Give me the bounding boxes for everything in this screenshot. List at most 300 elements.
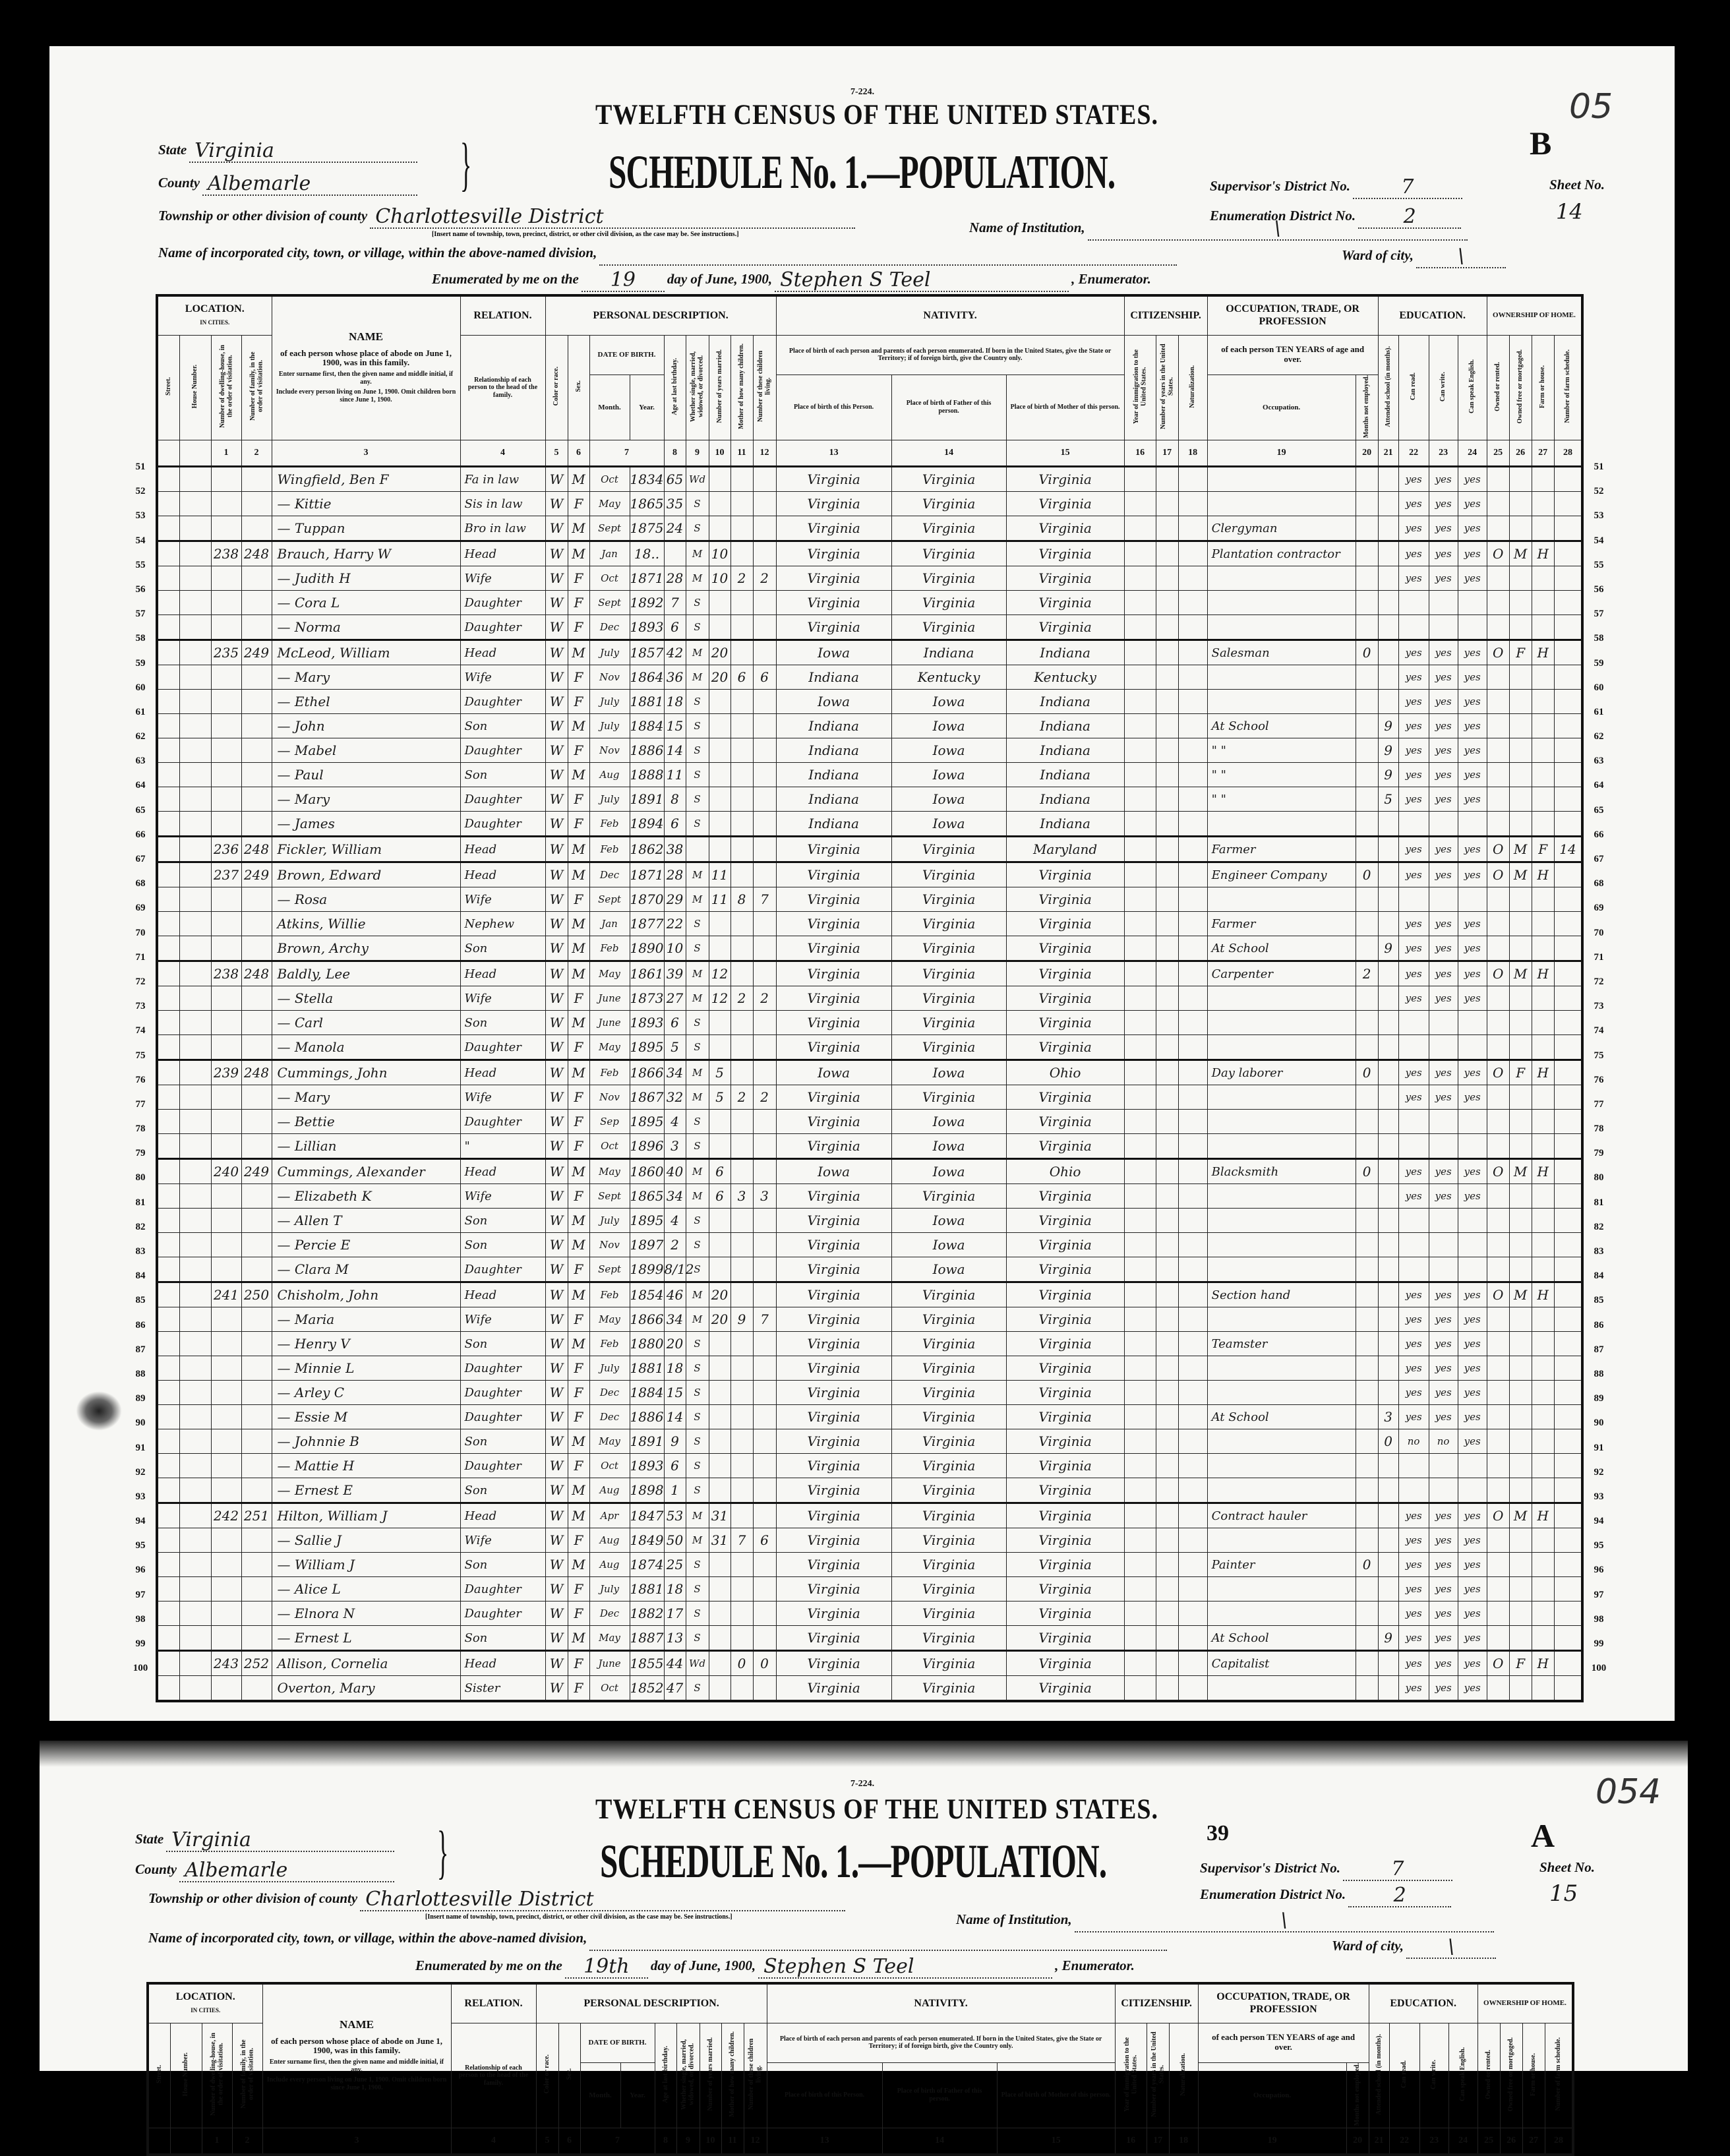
birth-person-cell: Indiana	[776, 665, 891, 690]
relation-desc: Relationship of each person to the head of the family.	[467, 376, 538, 399]
mother-of-cell	[731, 516, 753, 541]
house-label: House Number.	[191, 364, 199, 409]
birth-mother-cell: Virginia	[1006, 1233, 1124, 1257]
owned-cell	[1487, 1184, 1509, 1209]
school-cell	[1378, 1233, 1398, 1257]
farm-schedule-cell	[1554, 516, 1582, 541]
read-cell: yes	[1398, 1503, 1429, 1528]
header-school	[1378, 335, 1398, 440]
street-cell	[157, 1602, 179, 1626]
column-number: 22	[1398, 440, 1429, 467]
sex-cell: F	[568, 1454, 589, 1478]
month-cell: Aug	[589, 1528, 630, 1553]
institution-label: Name of Institution,	[969, 220, 1085, 235]
age-cell: 28	[664, 566, 686, 591]
years-in-us-cell	[1156, 812, 1178, 837]
immigration-cell	[1124, 714, 1156, 738]
living-cell	[753, 1577, 776, 1602]
line-number: 86	[1594, 1319, 1604, 1331]
line-number: 76	[1594, 1074, 1604, 1085]
column-number: 24	[1458, 440, 1487, 467]
mother-of-cell	[731, 467, 753, 492]
owned-cell	[1487, 516, 1509, 541]
township-label: Township or other division of county	[158, 208, 368, 224]
birth-mother-cell: Virginia	[1006, 1602, 1124, 1626]
line-number: 94	[1594, 1516, 1604, 1527]
owned-cell	[1487, 1429, 1509, 1454]
school-cell	[1378, 1011, 1398, 1035]
immigration-cell	[1124, 591, 1156, 615]
months-unemployed-cell	[1356, 591, 1378, 615]
column-number: 17	[1147, 2128, 1169, 2155]
school-cell	[1378, 566, 1398, 591]
occupation-cell	[1207, 1454, 1356, 1478]
sex-cell: F	[568, 1528, 589, 1553]
line-number: 91	[135, 1442, 146, 1453]
street-cell	[157, 1553, 179, 1577]
month-cell: Sept	[589, 1184, 630, 1209]
owned-cell	[1487, 1478, 1509, 1503]
immigration-cell	[1124, 1060, 1156, 1085]
supervisor-row	[1210, 175, 1462, 199]
marital-cell: S	[686, 1209, 709, 1233]
mortgage-cell	[1509, 1233, 1532, 1257]
color-cell: W	[545, 1528, 568, 1553]
dwelling-cell	[211, 738, 241, 763]
read-cell	[1398, 1233, 1429, 1257]
dwelling-cell	[211, 1184, 241, 1209]
header-nativity: NATIVITY.	[767, 1983, 1115, 2023]
birth-person-label: Place of birth of this Person.	[794, 404, 874, 411]
dwelling-cell	[211, 936, 241, 961]
owned-cell	[1487, 1626, 1509, 1651]
in-cities-label: IN CITIES.	[191, 2006, 221, 2014]
occupation-cell: Teamster	[1207, 1332, 1356, 1356]
owned-cell	[1487, 1528, 1509, 1553]
header-dwelling	[211, 335, 241, 440]
dwelling-cell: 237	[211, 862, 241, 887]
year-cell: 1849	[630, 1528, 664, 1553]
years-in-us-cell	[1156, 566, 1178, 591]
year-cell: 1865	[630, 1184, 664, 1209]
farm-schedule-cell	[1554, 1356, 1582, 1381]
column-number: 12	[753, 440, 776, 467]
years-married-cell: 31	[709, 1528, 731, 1553]
mortgage-cell	[1509, 1454, 1532, 1478]
color-cell: W	[545, 738, 568, 763]
line-number: 79	[1594, 1148, 1604, 1159]
mother-of-cell	[731, 912, 753, 936]
color-cell: W	[545, 862, 568, 887]
census-sheet-14	[49, 46, 1675, 1721]
read-cell: yes	[1398, 1159, 1429, 1184]
farm-schedule-cell	[1554, 1184, 1582, 1209]
years-in-us-cell	[1156, 961, 1178, 986]
owned-cell	[1487, 1011, 1509, 1035]
house-number-cell	[179, 738, 211, 763]
relation-cell: Son	[460, 763, 545, 787]
school-cell: 9	[1378, 763, 1398, 787]
house-number-cell	[179, 1429, 211, 1454]
birth-mother-cell: Indiana	[1006, 714, 1124, 738]
header-immigration	[1124, 335, 1156, 440]
stamp-number: 054	[1596, 1772, 1661, 1812]
mortgage-cell	[1509, 566, 1532, 591]
months-unemployed-cell	[1356, 1577, 1378, 1602]
house-number-cell	[179, 986, 211, 1011]
color-cell: W	[545, 1060, 568, 1085]
naturalization-cell	[1178, 1429, 1207, 1454]
age-cell: 18	[664, 1356, 686, 1381]
owned-cell	[1487, 1233, 1509, 1257]
farm-schedule-cell	[1554, 1011, 1582, 1035]
living-cell	[753, 812, 776, 837]
column-number: 27	[1532, 440, 1554, 467]
relation-cell: Wife	[460, 1184, 545, 1209]
birth-mother-cell: Virginia	[1006, 1282, 1124, 1307]
birth-father-cell: Virginia	[891, 1381, 1006, 1405]
month-cell: Sept	[589, 1257, 630, 1282]
sex-cell: F	[568, 812, 589, 837]
months-unemployed-cell	[1356, 1134, 1378, 1159]
family-cell: 249	[241, 640, 272, 665]
family-cell	[241, 615, 272, 640]
year-cell: 1886	[630, 1405, 664, 1429]
name-instruction-2: Include every person living on June 1, 1900. Omit children born since June 1, 1900.	[276, 388, 456, 404]
birth-father-cell: Iowa	[891, 714, 1006, 738]
birth-mother-cell: Indiana	[1006, 690, 1124, 714]
birth-person-cell: Virginia	[776, 1233, 891, 1257]
mother-of-cell	[731, 1478, 753, 1503]
birth-father-cell: Virginia	[891, 1307, 1006, 1332]
header-months-unemployed	[1346, 2062, 1369, 2128]
header-marital	[676, 2023, 700, 2128]
age-cell: 6	[664, 1011, 686, 1035]
birth-father-cell: Virginia	[891, 1553, 1006, 1577]
line-number: 76	[135, 1074, 146, 1085]
living-cell: 2	[753, 1085, 776, 1110]
street-cell	[157, 1282, 179, 1307]
occupation-cell	[1207, 591, 1356, 615]
month-cell: Oct	[589, 467, 630, 492]
living-cell: 2	[753, 986, 776, 1011]
line-number: 54	[135, 535, 146, 546]
dwelling-cell	[211, 1577, 241, 1602]
mortgage-cell: M	[1509, 1503, 1532, 1528]
month-cell: July	[589, 690, 630, 714]
years-married-cell	[709, 1035, 731, 1060]
school-cell: 9	[1378, 738, 1398, 763]
sex-cell: F	[568, 887, 589, 912]
farm-cell: H	[1532, 1503, 1554, 1528]
line-number: 55	[1594, 559, 1604, 570]
years-married-cell	[709, 1405, 731, 1429]
header-color	[536, 2023, 558, 2128]
immigration-cell	[1124, 615, 1156, 640]
header-years-married	[700, 2023, 721, 2128]
age-cell: 6	[664, 812, 686, 837]
ward-label: Ward of city,	[1332, 1938, 1404, 1954]
occupation-cell	[1207, 665, 1356, 690]
institution-label: Name of Institution,	[956, 1911, 1072, 1927]
mortgage-cell	[1509, 516, 1532, 541]
read-cell: yes	[1398, 492, 1429, 516]
immigration-cell	[1124, 541, 1156, 566]
read-cell	[1398, 1035, 1429, 1060]
name-cell: — Paul	[272, 763, 460, 787]
sex-cell: M	[568, 640, 589, 665]
color-cell: W	[545, 1134, 568, 1159]
dwelling-cell	[211, 812, 241, 837]
dwelling-cell	[211, 1676, 241, 1702]
birth-mother-cell: Virginia	[1006, 1356, 1124, 1381]
living-cell	[753, 516, 776, 541]
immigration-cell	[1124, 1110, 1156, 1134]
ward-row	[1342, 244, 1506, 268]
naturalization-cell	[1178, 912, 1207, 936]
english-cell: yes	[1458, 837, 1487, 862]
sex-cell: M	[568, 1503, 589, 1528]
name-cell: — Ernest E	[272, 1478, 460, 1503]
farm-label: Farm or house.	[1530, 2052, 1537, 2096]
birth-person-cell: Virginia	[776, 1356, 891, 1381]
year-cell: 1864	[630, 665, 664, 690]
color-cell: W	[545, 1626, 568, 1651]
column-number: 3	[272, 440, 460, 467]
age-label: Age at last birthday.	[661, 2045, 669, 2103]
living-cell	[753, 591, 776, 615]
read-cell	[1398, 1454, 1429, 1478]
farm-schedule-cell	[1554, 665, 1582, 690]
school-cell	[1378, 467, 1398, 492]
relation-desc: Relationship of each person to the head of the family.	[458, 2064, 529, 2087]
birth-father-cell: Virginia	[891, 1528, 1006, 1553]
mortgage-cell	[1509, 1602, 1532, 1626]
occupation-cell	[1207, 1110, 1356, 1134]
owned-cell	[1487, 812, 1509, 837]
dwelling-cell	[211, 1035, 241, 1060]
birth-mother-cell: Virginia	[1006, 1209, 1124, 1233]
house-number-cell	[179, 1134, 211, 1159]
sex-cell: M	[568, 714, 589, 738]
table-row	[157, 566, 1582, 591]
street-cell	[157, 1159, 179, 1184]
owned-cell: O	[1487, 862, 1509, 887]
column-number: 5	[536, 2128, 558, 2155]
house-number-cell	[179, 1478, 211, 1503]
family-cell	[241, 1233, 272, 1257]
occupation-cell	[1207, 1257, 1356, 1282]
month-cell: Feb	[589, 812, 630, 837]
marital-cell: M	[686, 1503, 709, 1528]
birth-father-cell: Virginia	[891, 591, 1006, 615]
years-married-cell	[709, 936, 731, 961]
months-unemployed-cell	[1356, 738, 1378, 763]
farm-cell	[1532, 812, 1554, 837]
english-cell: yes	[1458, 640, 1487, 665]
house-number-cell	[179, 1035, 211, 1060]
read-cell: yes	[1398, 690, 1429, 714]
street-cell	[157, 787, 179, 812]
years-in-us-cell	[1156, 1282, 1178, 1307]
occupation-cell: Capitalist	[1207, 1651, 1356, 1676]
owned-cell	[1487, 1381, 1509, 1405]
street-cell	[157, 714, 179, 738]
month-cell: Dec	[589, 615, 630, 640]
year-cell: 1871	[630, 862, 664, 887]
age-cell: 2	[664, 1233, 686, 1257]
family-cell	[241, 812, 272, 837]
color-cell: W	[545, 615, 568, 640]
age-cell: 14	[664, 1405, 686, 1429]
name-cell: — Mabel	[272, 738, 460, 763]
months-unemployed-cell: 0	[1356, 1060, 1378, 1085]
table-row	[157, 467, 1582, 492]
read-cell: yes	[1398, 640, 1429, 665]
birth-mother-cell: Virginia	[1006, 1257, 1124, 1282]
birth-person-cell: Virginia	[776, 1209, 891, 1233]
living-cell	[753, 1676, 776, 1702]
header-education: EDUCATION.	[1369, 1983, 1477, 2023]
living-cell	[753, 1626, 776, 1651]
relation-cell: Son	[460, 1011, 545, 1035]
month-cell: Oct	[589, 1134, 630, 1159]
farm-cell: H	[1532, 961, 1554, 986]
write-cell	[1429, 1110, 1458, 1134]
months-unemployed-cell: 2	[1356, 961, 1378, 986]
write-cell	[1429, 1209, 1458, 1233]
read-cell	[1398, 1110, 1429, 1134]
scan-shadow	[40, 1741, 1688, 1767]
owned-cell: O	[1487, 1651, 1509, 1676]
birth-father-cell: Iowa	[891, 690, 1006, 714]
owned-label: Owned or rented.	[1494, 361, 1502, 411]
read-cell: yes	[1398, 738, 1429, 763]
farm-cell	[1532, 986, 1554, 1011]
farm-cell	[1532, 738, 1554, 763]
supervisor-label: Supervisor's District No.	[1210, 178, 1350, 194]
birth-mother-cell: Virginia	[1006, 1676, 1124, 1702]
school-cell	[1378, 1577, 1398, 1602]
birth-person-cell: Virginia	[776, 1184, 891, 1209]
enumerated-row	[432, 268, 1151, 292]
farm-cell	[1532, 492, 1554, 516]
english-cell	[1458, 1257, 1487, 1282]
marital-cell: S	[686, 1454, 709, 1478]
house-number-cell	[179, 1651, 211, 1676]
mortgage-cell: M	[1509, 837, 1532, 862]
years-married-cell	[709, 516, 731, 541]
column-number: 3	[262, 2128, 451, 2155]
street-cell	[157, 492, 179, 516]
marital-cell: S	[686, 516, 709, 541]
sex-cell: F	[568, 1257, 589, 1282]
header-years-us	[1147, 2023, 1169, 2128]
age-cell: 47	[664, 1676, 686, 1702]
years-married-cell	[709, 1356, 731, 1381]
farm-schedule-cell	[1554, 1454, 1582, 1478]
mortgage-cell: M	[1509, 961, 1532, 986]
month-cell: Nov	[589, 1085, 630, 1110]
marital-cell: M	[686, 566, 709, 591]
naturalization-cell	[1178, 1602, 1207, 1626]
farm-cell	[1532, 1528, 1554, 1553]
birth-father-cell: Virginia	[891, 961, 1006, 986]
naturalization-cell	[1178, 986, 1207, 1011]
years-married-cell	[709, 1110, 731, 1134]
year-cell: 1895	[630, 1035, 664, 1060]
dwelling-cell: 238	[211, 961, 241, 986]
occupation-cell	[1207, 887, 1356, 912]
family-cell	[241, 1209, 272, 1233]
month-cell: July	[589, 1209, 630, 1233]
months-unemployed-cell	[1356, 1209, 1378, 1233]
mother-of-cell: 2	[731, 566, 753, 591]
write-cell: yes	[1429, 467, 1458, 492]
month-cell: Feb	[589, 1060, 630, 1085]
line-number: 79	[135, 1148, 146, 1159]
years-married-label: Number of years married.	[715, 349, 723, 423]
form-number: 7-224.	[850, 87, 875, 97]
years-married-cell	[709, 787, 731, 812]
living-cell	[753, 1429, 776, 1454]
school-cell	[1378, 690, 1398, 714]
month-cell: Aug	[589, 1553, 630, 1577]
header-nativity-desc	[776, 335, 1124, 374]
age-cell	[664, 541, 686, 566]
months-unemployed-cell	[1356, 936, 1378, 961]
year-cell: 1886	[630, 738, 664, 763]
owned-cell	[1487, 665, 1509, 690]
farm-cell: H	[1532, 862, 1554, 887]
read-cell: yes	[1398, 1332, 1429, 1356]
living-cell	[753, 714, 776, 738]
color-cell: W	[545, 516, 568, 541]
farm-cell	[1532, 1134, 1554, 1159]
school-cell	[1378, 541, 1398, 566]
months-unemployed-cell	[1356, 887, 1378, 912]
years-married-label: Number of years married.	[706, 2037, 714, 2111]
line-number: 85	[135, 1295, 146, 1306]
age-cell: 34	[664, 1307, 686, 1332]
birth-person-cell: Virginia	[776, 961, 891, 986]
marital-cell: M	[686, 541, 709, 566]
family-cell	[241, 1134, 272, 1159]
color-label: Color or race.	[543, 2054, 551, 2094]
county-value: Albemarle	[179, 1860, 394, 1882]
line-number: 77	[135, 1098, 146, 1110]
color-cell: W	[545, 936, 568, 961]
english-cell: yes	[1458, 1307, 1487, 1332]
naturalization-cell	[1178, 1676, 1207, 1702]
month-cell: Oct	[589, 1676, 630, 1702]
relation-cell: Daughter	[460, 1035, 545, 1060]
year-cell: 1866	[630, 1307, 664, 1332]
occupation-cell	[1207, 1184, 1356, 1209]
dwelling-cell: 238	[211, 541, 241, 566]
farm-cell	[1532, 1233, 1554, 1257]
column-number	[157, 440, 179, 467]
enumerated-mid: day of June, 1900,	[667, 271, 773, 287]
month-cell: July	[589, 714, 630, 738]
age-cell: 6	[664, 1454, 686, 1478]
naturalization-cell	[1178, 1282, 1207, 1307]
school-cell	[1378, 1381, 1398, 1405]
months-unemployed-cell	[1356, 1626, 1378, 1651]
birth-mother-cell: Virginia	[1006, 912, 1124, 936]
farm-schedule-cell	[1554, 1085, 1582, 1110]
years-married-cell	[709, 1626, 731, 1651]
